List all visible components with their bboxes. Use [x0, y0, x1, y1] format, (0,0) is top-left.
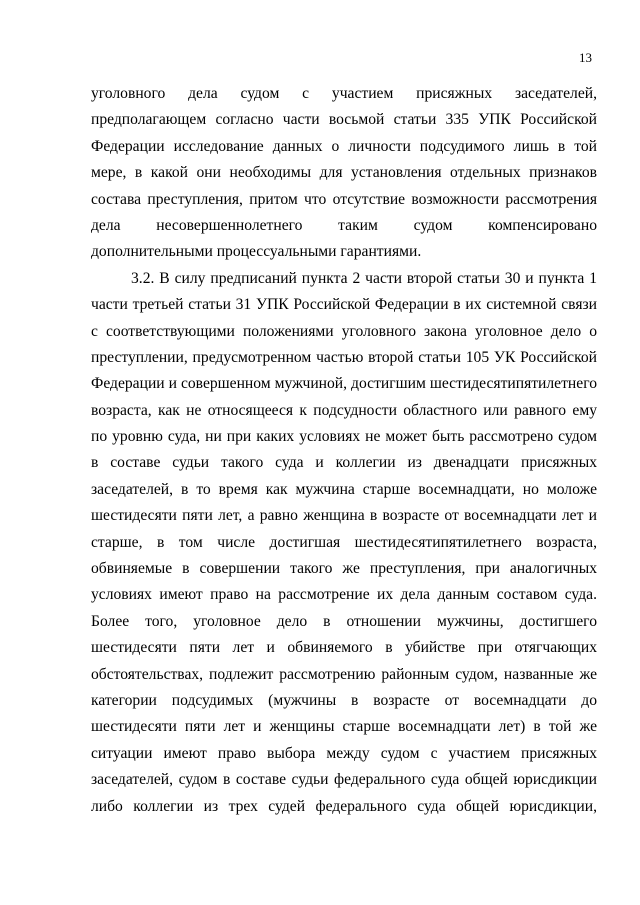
- text-line: уголовного дела судом с участием присяжных заседателей,: [91, 85, 597, 102]
- text-line: Федерации исследование данных о личности подсудимого лишь в той: [91, 137, 597, 155]
- text-line: шестидесяти пяти лет и обвиняемого в убийстве при отягчающих: [91, 639, 597, 657]
- text-line: части третьей статьи 31 УПК Российской Федерации в их системной связи: [91, 296, 597, 314]
- text-line: дополнительными процессуальными гарантиями.: [91, 243, 422, 261]
- text-line: возраста, как не относящееся к подсудности областного или равного ему: [91, 401, 597, 419]
- text-line: с соответствующими положениями уголовного закона уголовное дело о: [91, 322, 597, 340]
- text-line: преступлении, предусмотренном частью второй статьи 105 УК Российской: [91, 348, 597, 366]
- page-number: 13: [579, 50, 592, 65]
- body-text: [91, 81, 597, 820]
- text-line: состава преступления, притом что отсутствие возможности рассмотрения: [91, 190, 597, 208]
- text-line: условиях имеют право на рассмотрение их дела данным составом суда.: [91, 586, 597, 604]
- text-line: заседателей, в то время как мужчина старше восемнадцати, но моложе: [91, 480, 597, 498]
- text-line: категории подсудимых (мужчины в возрасте от восемнадцати до: [91, 691, 597, 709]
- text-line: ситуации имеют право выбора между судом с участием присяжных: [91, 744, 597, 762]
- text-line: мере, в какой они необходимы для установления отдельных признаков: [91, 164, 597, 182]
- text-line: либо коллегии из трех судей федерального суда общей юрисдикции,: [91, 797, 597, 815]
- text-line: шестидесяти пяти лет, а равно женщина в возрасте от восемнадцати лет и: [91, 507, 597, 525]
- text-line: старше, в том числе достигшая шестидесятипятилетнего возраста,: [91, 533, 597, 551]
- text-line: Федерации и совершенном мужчиной, достигшим шестидесятипятилетнего: [91, 375, 597, 393]
- text-line: в составе судьи такого суда и коллегии из двенадцати присяжных: [91, 454, 597, 472]
- text-line: обстоятельствах, подлежит рассмотрению районным судом, названные же: [91, 665, 597, 683]
- text-line: предполагающем согласно части восьмой статьи 335 УПК Российской: [91, 111, 597, 129]
- text-line: по уровню суда, ни при каких условиях не может быть рассмотрено судом: [91, 428, 597, 446]
- text-line: Более того, уголовное дело в отношении мужчины, достигшего: [91, 612, 597, 630]
- text-line: 3.2. В силу предписаний пункта 2 части второй статьи 30 и пункта 1: [131, 269, 597, 287]
- text-line: шестидесяти пяти лет и женщины старше восемнадцати лет) в той же: [91, 718, 597, 736]
- text-line: заседателей, судом в составе судьи федерального суда общей юрисдикции: [91, 771, 597, 789]
- text-line: обвиняемые в совершении такого же преступления, при аналогичных: [91, 560, 597, 578]
- text-line: дела несовершеннолетнего таким судом компенсировано: [91, 216, 597, 234]
